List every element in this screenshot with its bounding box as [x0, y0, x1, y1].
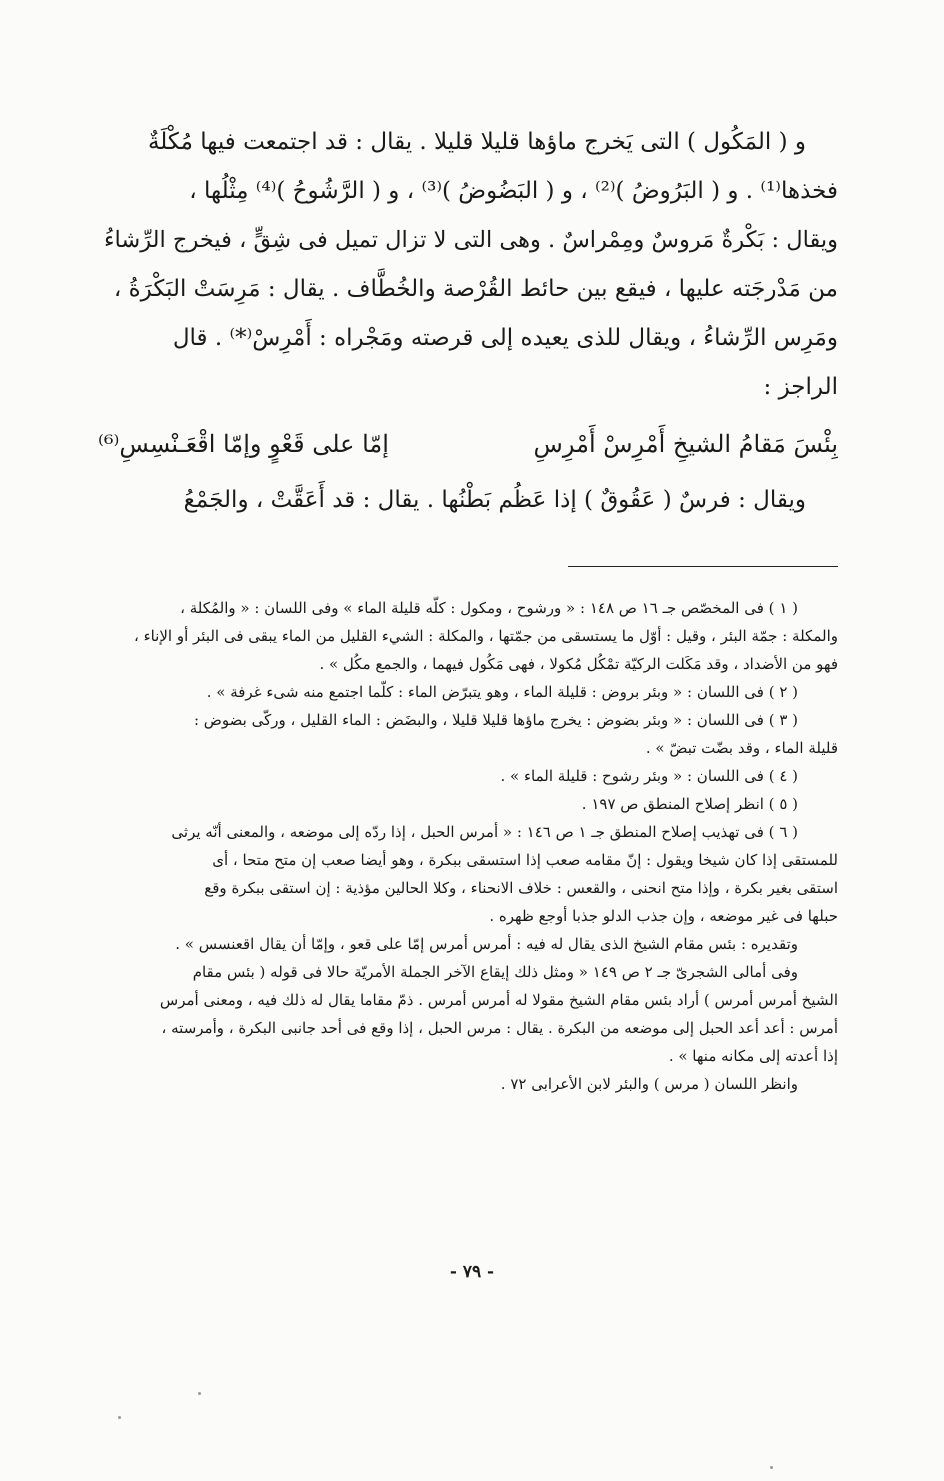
body-line: ومَرِس الرِّشاءُ ، ويقال للذى يعيده إلى قرصته ومَجْراه : أَمْرِسْ⁽*⁾ . قال [172, 325, 838, 351]
body-line: الراجز : [763, 374, 838, 400]
footnote-separator [568, 566, 838, 567]
scan-speck [118, 1416, 121, 1419]
verse-second-hemistich: إمّا على قَعْوٍ وإمّا اقْعَـنْسِسِ⁽⁶⁾ [98, 430, 389, 458]
footnote-line: وتقديره : بئس مقام الشيخ الذى يقال له فيه : أمرس أمرس إمّا على قعو ، وإمّا أن يقال اقعنسس » . [175, 935, 798, 953]
footnote-line: وفى أمالى الشجرىّ جـ ٢ ص ١٤٩ « ومثل ذلك إيقاع الآخر الجملة الأمريّة حالا فى قوله ( بئس مقام [192, 963, 798, 981]
footnote-line: للمستقى إذا كان شيخا ويقول : إنّ مقامه صعب إذا استسقى ببكرة ، وهو أيضا صعب إن متح متحا ، أى [212, 851, 838, 869]
footnote-line: ( ١ ) فى المخصّص جـ ١٦ ص ١٤٨ : « ورشوح ، ومكول : كلّه قليلة الماء » وفى اللسان : « والمُكلة ، [180, 599, 798, 617]
footnote-line: ( ٢ ) فى اللسان : « وبئر بروض : قليلة الماء ، وهو يتبرّض الماء : كلّما اجتمع منه شىء غرفة » . [206, 683, 798, 701]
body-line: و ( المَكُول ) التى يَخرج ماؤها قليلا قليلا . يقال : قد اجتمعت فيها مُكْلَةٌ [147, 129, 806, 155]
footnote-line: إذا أعدته إلى مكانه منها » . [668, 1047, 838, 1065]
footnote-line: ( ٤ ) فى اللسان : « وبئر رشوح : قليلة الماء » . [500, 767, 798, 785]
footnotes [98, 594, 838, 1098]
footnote-line: ( ٦ ) فى تهذيب إصلاح المنطق جـ ١ ص ١٤٦ : « أمرس الحبل ، إذا ردّه إلى موضعه ، والمعنى أنّه يرثى [171, 823, 798, 841]
footnote-line: أمرس : أعد أعد الحبل إلى موضعه من البكرة . يقال : مرس الحبل ، إذا وقع فى أحد جانبى البكرة ، وأمرسته ، [161, 1019, 838, 1037]
footnote-line: حبلها فى غير موضعه ، وإن جذب الدلو جذبا أوجع ظهره . [489, 907, 838, 925]
body-line: ويقال : فرسٌ ( عَقُوقٌ ) إذا عَظُم بَطْنُها . يقال : قد أَعَقَّتْ ، والجَمْعُ [183, 487, 806, 513]
scan-speck [770, 1466, 773, 1469]
footnote-line: استقى بغير بكرة ، وإذا متح انحنى ، والقعس : خلاف الانحناء ، وكلا الحالين مؤذية : إن استقى ببكرة وقع [204, 879, 838, 897]
footnote-line: فهو من الأضداد ، وقد مَكَلت الركيّة تمْكُل مُكولا ، فهى مَكُول فيهما ، والجمع مكُل » . [319, 655, 838, 673]
main-text [98, 118, 838, 525]
body-line: فخذها⁽¹⁾ . و ( البَرُوضُ )⁽²⁾ ، و ( البَضُوضُ )⁽³⁾ ، و ( الرَّشُوحُ )⁽⁴⁾ مِثْلُها ، [189, 178, 838, 204]
footnote-line: والمكلة : جمّة البئر ، وقيل : أوّل ما يستسقى من جمّتها ، والمكلة : الشيء القليل من الماء يبقى فى البئر أو الإناء ، [133, 627, 838, 645]
verse-first-hemistich: بِئْسَ مَقامُ الشيخِ أَمْرِسْ أَمْرِسِ [533, 430, 838, 458]
footnote-line: قليلة الماء ، وقد بضّت تبضّ » . [645, 739, 838, 757]
footnote-line: وانظر اللسان ( مرس ) والبئر لابن الأعرابى ٧٢ . [500, 1075, 798, 1093]
body-line: ويقال : بَكْرةٌ مَروسٌ ومِمْراسٌ . وهى التى لا تزال تميل فى شِقٍّ ، فيخرج الرِّشاءُ [103, 227, 838, 253]
footnote-line: ( ٣ ) فى اللسان : « وبئر بضوض : يخرج ماؤها قليلا قليلا ، والبضَض : الماء القليل ، وركّى بضوض : [193, 711, 798, 729]
scan-speck [198, 1392, 201, 1395]
footnote-line: ( ٥ ) انظر إصلاح المنطق ص ١٩٧ . [581, 795, 798, 813]
page-number: - ٧٩ - [449, 1262, 495, 1282]
footnote-line: الشيخ أمرس أمرس ) أراد بئس مقام الشيخ مقولا له أمرس أمرس . ذمّ مقاما يقال له ذلك فيه ، ومعنى أمرس [159, 991, 838, 1009]
verse-line [98, 412, 838, 476]
body-line: من مَدْرجَته عليها ، فيقع بين حائط القُرْصة والخُطَّاف . يقال : مَرِسَتْ البَكْرَةُ ، [113, 276, 838, 302]
